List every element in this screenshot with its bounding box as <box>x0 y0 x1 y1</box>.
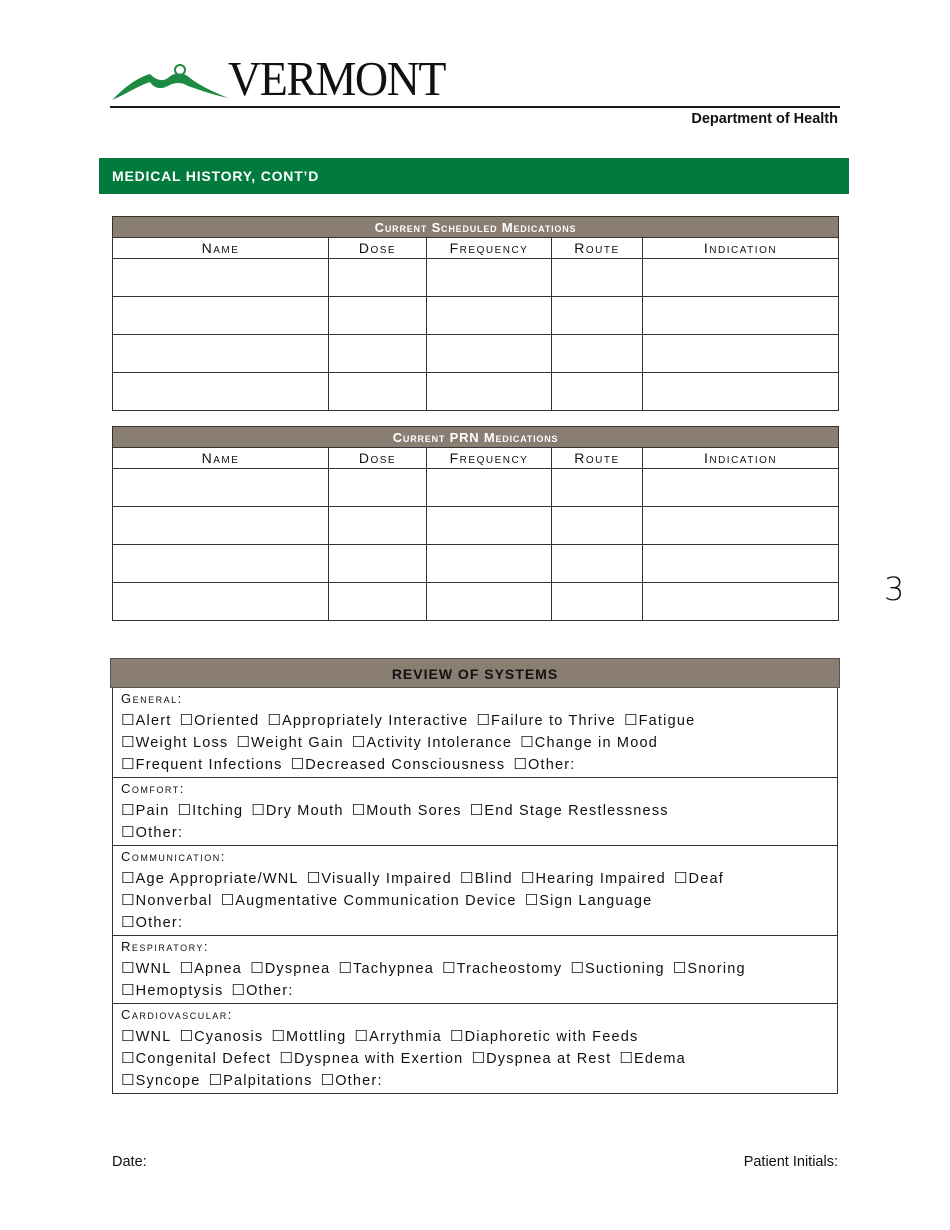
checkbox-label: Augmentative Communication Device <box>235 893 517 909</box>
frequency-cell[interactable] <box>427 545 552 583</box>
vermont-logo <box>110 51 445 106</box>
name-cell[interactable] <box>113 583 329 621</box>
checkbox-label: Age Appropriate/WNL <box>135 871 299 887</box>
indication-cell[interactable] <box>643 583 839 621</box>
checkbox-label: Dyspnea with Exertion <box>293 1051 464 1067</box>
checkbox-option[interactable] <box>121 1047 271 1070</box>
frequency-cell[interactable] <box>427 583 552 621</box>
ros-section-title: Cardiovascular: <box>121 1007 233 1022</box>
table-row <box>113 373 839 411</box>
checkbox-option[interactable] <box>121 821 183 844</box>
checkbox-icon[interactable]: ☐ <box>121 981 136 999</box>
checkbox-option[interactable] <box>291 753 506 776</box>
checkbox-icon[interactable]: ☐ <box>179 959 195 977</box>
mountain-swoosh-icon <box>110 62 230 102</box>
checkbox-label: Fatigue <box>638 713 696 729</box>
name-cell[interactable] <box>113 297 329 335</box>
checkbox-icon[interactable]: ☐ <box>306 869 322 887</box>
checkbox-icon[interactable]: ☐ <box>320 1071 336 1089</box>
checkbox-icon[interactable]: ☐ <box>524 891 540 909</box>
checkbox-option[interactable] <box>179 1025 263 1048</box>
dose-cell[interactable] <box>329 583 427 621</box>
checkbox-label: Apnea <box>194 961 243 977</box>
checkbox-icon[interactable]: ☐ <box>271 1027 287 1045</box>
checkbox-icon[interactable]: ☐ <box>338 959 354 977</box>
indication-cell[interactable] <box>643 507 839 545</box>
checkbox-option[interactable] <box>338 957 434 980</box>
checkbox-row <box>121 911 829 933</box>
checkbox-label: End Stage Restlessness <box>484 803 669 819</box>
checkbox-option[interactable] <box>121 731 228 754</box>
checkbox-label: Tracheostomy <box>456 961 563 977</box>
checkbox-option[interactable] <box>470 799 669 822</box>
checkbox-icon[interactable]: ☐ <box>236 733 252 751</box>
checkbox-icon[interactable]: ☐ <box>279 1049 294 1067</box>
date-label: Date: <box>112 1154 147 1170</box>
checkbox-icon[interactable]: ☐ <box>520 869 536 887</box>
checkbox-label: Pain <box>135 803 170 819</box>
checkbox-option[interactable] <box>525 889 653 912</box>
checkbox-icon[interactable]: ☐ <box>354 1027 370 1045</box>
checkbox-row <box>121 957 829 979</box>
name-cell[interactable] <box>113 469 329 507</box>
checkbox-option[interactable] <box>121 957 171 980</box>
checkbox-label: Itching <box>192 803 244 819</box>
checkbox-row <box>121 1025 829 1047</box>
checkbox-label: Suctioning <box>585 961 665 977</box>
checkbox-label: Tachypnea <box>353 961 434 977</box>
scheduled-medications-table <box>112 216 839 411</box>
indication-cell[interactable] <box>643 297 839 335</box>
checkbox-option[interactable] <box>624 709 695 732</box>
checkbox-icon[interactable]: ☐ <box>121 891 136 909</box>
checkbox-option[interactable] <box>250 957 330 980</box>
checkbox-label: Change in Mood <box>534 735 659 751</box>
checkbox-label: Decreased Consciousness <box>305 757 506 773</box>
checkbox-icon[interactable]: ☐ <box>476 711 492 729</box>
table-row <box>113 507 839 545</box>
checkbox-option[interactable] <box>221 889 517 912</box>
section-title: MEDICAL HISTORY, CONT’D <box>99 158 849 194</box>
column-header-frequency: Frequency <box>427 448 552 469</box>
patient-initials-label: Patient Initials: <box>743 1154 838 1170</box>
route-cell[interactable] <box>552 583 643 621</box>
table-row <box>113 583 839 621</box>
checkbox-label: Dry Mouth <box>265 803 344 819</box>
checkbox-icon[interactable]: ☐ <box>220 891 236 909</box>
checkbox-label: Mottling <box>286 1029 347 1045</box>
ros-section <box>113 778 837 846</box>
indication-cell[interactable] <box>643 259 839 297</box>
checkbox-label: Palpitations <box>223 1073 313 1089</box>
review-of-systems-title: REVIEW OF SYSTEMS <box>110 658 840 688</box>
checkbox-icon[interactable]: ☐ <box>251 801 266 819</box>
column-header-frequency: Frequency <box>427 238 552 259</box>
dose-cell[interactable] <box>329 335 427 373</box>
checkbox-option[interactable] <box>121 911 183 934</box>
prn-medications-caption: Current PRN Medications <box>113 427 839 448</box>
checkbox-option[interactable] <box>674 867 724 890</box>
checkbox-icon[interactable]: ☐ <box>121 801 136 819</box>
checkbox-label: Snoring <box>687 961 746 977</box>
checkbox-label: Syncope <box>135 1073 201 1089</box>
checkbox-option[interactable] <box>121 979 223 1002</box>
checkbox-option[interactable] <box>521 867 666 890</box>
checkbox-icon[interactable]: ☐ <box>449 1027 465 1045</box>
checkbox-row <box>121 889 829 911</box>
checkbox-label: Frequent Infections <box>135 757 283 773</box>
checkbox-icon[interactable]: ☐ <box>351 801 367 819</box>
checkbox-icon[interactable]: ☐ <box>121 869 136 887</box>
ros-section-title: Communication: <box>121 849 226 864</box>
header-rule <box>110 106 840 108</box>
checkbox-option[interactable] <box>179 709 259 732</box>
checkbox-row <box>121 753 829 775</box>
column-header-name: Name <box>113 448 329 469</box>
dose-cell[interactable] <box>329 373 427 411</box>
checkbox-option[interactable] <box>271 1025 346 1048</box>
checkbox-label: Activity Intolerance <box>366 735 513 751</box>
checkbox-option[interactable] <box>121 1069 201 1092</box>
checkbox-label: Alert <box>135 713 172 729</box>
indication-cell[interactable] <box>643 335 839 373</box>
checkbox-option[interactable] <box>179 957 242 980</box>
checkbox-option[interactable] <box>513 753 575 776</box>
checkbox-row <box>121 1069 829 1091</box>
dose-cell[interactable] <box>329 469 427 507</box>
logo-wordmark: VERMONT <box>228 51 445 106</box>
checkbox-icon[interactable]: ☐ <box>513 755 528 773</box>
checkbox-option[interactable] <box>619 1047 686 1070</box>
checkbox-label: Failure to Thrive <box>491 713 616 729</box>
checkbox-label: Dyspnea at Rest <box>486 1051 612 1067</box>
checkbox-option[interactable] <box>307 867 452 890</box>
column-header-indication: Indication <box>643 238 839 259</box>
checkbox-option[interactable] <box>121 867 299 890</box>
table-row <box>113 259 839 297</box>
checkbox-icon[interactable]: ☐ <box>459 869 475 887</box>
checkbox-option[interactable] <box>520 731 658 754</box>
checkbox-label: Other: <box>135 915 184 931</box>
checkbox-label: Deaf <box>688 871 724 887</box>
name-cell[interactable] <box>113 335 329 373</box>
checkbox-icon[interactable]: ☐ <box>267 711 283 729</box>
checkbox-icon[interactable]: ☐ <box>121 755 136 773</box>
checkbox-row <box>121 867 829 889</box>
dose-cell[interactable] <box>329 507 427 545</box>
checkbox-label: Other: <box>246 983 294 999</box>
checkbox-label: Oriented <box>194 713 260 729</box>
checkbox-option[interactable] <box>121 709 171 732</box>
checkbox-option[interactable] <box>673 957 746 980</box>
scheduled-medications-caption: Current Scheduled Medications <box>113 217 839 238</box>
dose-cell[interactable] <box>329 545 427 583</box>
checkbox-icon[interactable]: ☐ <box>673 869 689 887</box>
checkbox-option[interactable] <box>231 979 293 1002</box>
checkbox-label: Congenital Defect <box>135 1051 272 1067</box>
checkbox-icon[interactable]: ☐ <box>121 823 136 841</box>
checkbox-icon[interactable]: ☐ <box>290 755 306 773</box>
checkbox-icon[interactable]: ☐ <box>520 733 535 751</box>
route-cell[interactable] <box>552 259 643 297</box>
checkbox-label: Sign Language <box>539 893 653 909</box>
checkbox-label: Dyspnea <box>264 961 331 977</box>
column-header-dose: Dose <box>329 238 427 259</box>
route-cell[interactable] <box>552 469 643 507</box>
checkbox-option[interactable] <box>352 799 462 822</box>
checkbox-icon[interactable]: ☐ <box>469 801 485 819</box>
route-cell[interactable] <box>552 373 643 411</box>
column-header-indication: Indication <box>643 448 839 469</box>
route-cell[interactable] <box>552 335 643 373</box>
ros-section-title: Respiratory: <box>121 939 210 954</box>
route-cell[interactable] <box>552 507 643 545</box>
route-cell[interactable] <box>552 545 643 583</box>
checkbox-label: Hearing Impaired <box>535 871 666 887</box>
department-name: Department of Health <box>691 111 838 127</box>
checkbox-option[interactable] <box>321 1069 383 1092</box>
page-number: 3 <box>884 570 905 608</box>
checkbox-label: Other: <box>135 825 184 841</box>
checkbox-label: Diaphoretic with Feeds <box>464 1029 639 1045</box>
checkbox-option[interactable] <box>121 799 169 822</box>
frequency-cell[interactable] <box>427 297 552 335</box>
prn-medications-table <box>112 426 839 621</box>
name-cell[interactable] <box>113 507 329 545</box>
checkbox-row <box>121 731 829 753</box>
checkbox-label: WNL <box>135 1029 172 1045</box>
checkbox-label: Blind <box>474 871 513 887</box>
checkbox-row <box>121 799 829 821</box>
indication-cell[interactable] <box>643 373 839 411</box>
checkbox-option[interactable] <box>460 867 513 890</box>
checkbox-option[interactable] <box>177 799 243 822</box>
route-cell[interactable] <box>552 297 643 335</box>
checkbox-label: Other: <box>527 757 576 773</box>
name-cell[interactable] <box>113 545 329 583</box>
indication-cell[interactable] <box>643 545 839 583</box>
checkbox-row <box>121 1047 829 1069</box>
checkbox-label: Hemoptysis <box>135 983 224 999</box>
checkbox-label: Edema <box>633 1051 686 1067</box>
checkbox-icon[interactable]: ☐ <box>177 801 193 819</box>
checkbox-icon[interactable]: ☐ <box>179 1027 195 1045</box>
checkbox-label: Appropriately Interactive <box>282 713 469 729</box>
checkbox-icon[interactable]: ☐ <box>121 1049 136 1067</box>
checkbox-label: Other: <box>335 1073 383 1089</box>
checkbox-icon[interactable]: ☐ <box>231 981 247 999</box>
ros-section <box>113 1004 837 1093</box>
checkbox-option[interactable] <box>442 957 562 980</box>
checkbox-option[interactable] <box>236 731 343 754</box>
column-header-name: Name <box>113 238 329 259</box>
checkbox-icon[interactable]: ☐ <box>179 711 195 729</box>
checkbox-icon[interactable]: ☐ <box>121 913 136 931</box>
table-row <box>113 297 839 335</box>
checkbox-option[interactable] <box>352 731 512 754</box>
frequency-cell[interactable] <box>427 469 552 507</box>
checkbox-option[interactable] <box>121 1025 171 1048</box>
indication-cell[interactable] <box>643 469 839 507</box>
checkbox-icon[interactable]: ☐ <box>121 711 136 729</box>
name-cell[interactable] <box>113 259 329 297</box>
checkbox-label: WNL <box>135 961 172 977</box>
frequency-cell[interactable] <box>427 507 552 545</box>
frequency-cell[interactable] <box>427 373 552 411</box>
checkbox-icon[interactable]: ☐ <box>619 1049 634 1067</box>
column-header-route: Route <box>552 238 643 259</box>
checkbox-icon[interactable]: ☐ <box>250 959 265 977</box>
checkbox-row <box>121 979 829 1001</box>
checkbox-option[interactable] <box>450 1025 639 1048</box>
checkbox-option[interactable] <box>354 1025 442 1048</box>
checkbox-option[interactable] <box>570 957 664 980</box>
checkbox-label: Weight Gain <box>251 735 344 751</box>
review-of-systems-panel <box>112 688 838 1094</box>
checkbox-row <box>121 821 829 843</box>
checkbox-label: Mouth Sores <box>366 803 462 819</box>
frequency-cell[interactable] <box>427 259 552 297</box>
name-cell[interactable] <box>113 373 329 411</box>
ros-section <box>113 688 837 778</box>
ros-section-title: General: <box>121 691 183 706</box>
checkbox-option[interactable] <box>209 1069 313 1092</box>
checkbox-icon[interactable]: ☐ <box>121 1027 136 1045</box>
table-row <box>113 469 839 507</box>
frequency-cell[interactable] <box>427 335 552 373</box>
dose-cell[interactable] <box>329 259 427 297</box>
checkbox-icon[interactable]: ☐ <box>208 1071 224 1089</box>
checkbox-icon[interactable]: ☐ <box>121 1071 136 1089</box>
checkbox-label: Visually Impaired <box>321 871 452 887</box>
checkbox-option[interactable] <box>267 709 468 732</box>
checkbox-icon[interactable]: ☐ <box>351 733 367 751</box>
checkbox-option[interactable] <box>121 889 213 912</box>
checkbox-option[interactable] <box>471 1047 611 1070</box>
checkbox-icon[interactable]: ☐ <box>672 959 688 977</box>
checkbox-label: Cyanosis <box>194 1029 264 1045</box>
checkbox-label: Weight Loss <box>135 735 229 751</box>
checkbox-icon[interactable]: ☐ <box>121 733 136 751</box>
ros-section-title: Comfort: <box>121 781 185 796</box>
checkbox-icon[interactable]: ☐ <box>570 959 586 977</box>
checkbox-option[interactable] <box>279 1047 463 1070</box>
checkbox-option[interactable] <box>251 799 343 822</box>
checkbox-icon[interactable]: ☐ <box>471 1049 487 1067</box>
table-row <box>113 335 839 373</box>
checkbox-option[interactable] <box>121 753 283 776</box>
checkbox-icon[interactable]: ☐ <box>121 959 136 977</box>
checkbox-icon[interactable]: ☐ <box>441 959 457 977</box>
checkbox-label: Nonverbal <box>135 893 213 909</box>
column-header-route: Route <box>552 448 643 469</box>
table-row <box>113 545 839 583</box>
ros-section <box>113 936 837 1004</box>
dose-cell[interactable] <box>329 297 427 335</box>
checkbox-label: Arrythmia <box>369 1029 442 1045</box>
checkbox-row <box>121 709 829 731</box>
checkbox-option[interactable] <box>476 709 616 732</box>
ros-section <box>113 846 837 936</box>
column-header-dose: Dose <box>329 448 427 469</box>
checkbox-icon[interactable]: ☐ <box>623 711 639 729</box>
